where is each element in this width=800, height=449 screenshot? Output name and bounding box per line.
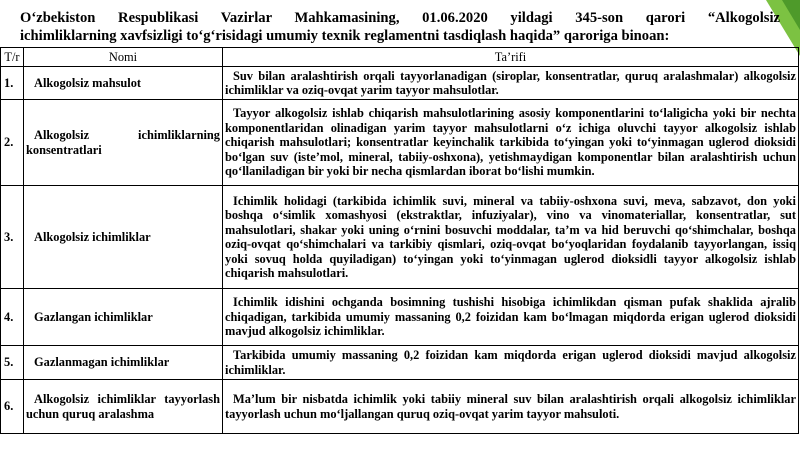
heading-line-2: ichimliklarning xavfsizligi to‘g‘risidagi umumiy texnik reglamentni tasdiqlash haqida” qaroriga binoan: xyxy=(20,28,670,44)
row-definition xyxy=(223,67,799,100)
row-number: 5. xyxy=(1,346,24,380)
row-number: 4. xyxy=(1,289,24,346)
row-number: 1. xyxy=(1,67,24,100)
row-name xyxy=(24,100,223,186)
row-name-text: Alkogolsiz ichimliklarning konsentratlari xyxy=(26,128,220,157)
row-definition-text: Suv bilan aralashtirish orqali tayyorlanadigan (siroplar, konsentratlar, quruq aralashmalar) alkogolsiz ichimliklar va oziq-ovqat yarim tayyor mahsulotlar. xyxy=(225,68,796,97)
page-heading xyxy=(20,9,780,45)
header-number: T/r xyxy=(1,48,24,67)
row-definition-text: Ma’lum bir nisbatda ichimlik yoki tabiiy mineral suv bilan aralashtirish orqali alkogolsiz ichimliklar tayyorlash uchun mo‘ljallangan quruq oziq-ovqat yarim tayyor mahsuloti. xyxy=(225,392,796,421)
table-row xyxy=(1,380,799,434)
row-name-text: Alkogolsiz ichimliklar tayyorlash uchun quruq aralashma xyxy=(26,392,220,421)
row-name: Gazlanmagan ichimliklar xyxy=(24,346,223,380)
row-definition-text: Tayyor alkogolsiz ishlab chiqarish mahsulotlarining asosiy komponentlarini to‘laligicha yoki bir nechta komponentlaridan olinadigan yarim tayyor mahsulotlarni o‘z ichiga oluvchi tayyor alkogolsiz ishlab chiqarish mahsulotlari; konsentratlar keyinchalik tarkibida to‘yingan yoki to‘yinmagan uglerod dioksidi bo‘lgan suv (iste’mol, mineral, tabiiy-oshxona), yetishmaydigan komponentlar bilan aralashtirish uchun qo‘llaniladigan bir yoki bir necha qismlardan iborat bo‘lishi mumkin. xyxy=(225,106,796,179)
row-number: 2. xyxy=(1,100,24,186)
table-row xyxy=(1,186,799,289)
row-number: 3. xyxy=(1,186,24,289)
table-row xyxy=(1,67,799,100)
row-definition xyxy=(223,380,799,434)
definitions-table xyxy=(0,47,799,434)
table-row xyxy=(1,289,799,346)
corner-decoration-dark xyxy=(782,0,800,30)
row-definition xyxy=(223,346,799,380)
row-definition xyxy=(223,100,799,186)
row-name: Alkogolsiz ichimliklar xyxy=(24,186,223,289)
row-definition-text: Ichimlik holidagi (tarkibida ichimlik suvi, mineral va tabiiy-oshxona suvi, meva, sabzavot, don yoki boshqa o‘simlik xomashyosi (ekstraktlar, infuziyalar), vino va vinomateriallar, konsentratlar, sut mahsulotlari, shakar yoki uning o‘rnini bosuvchi moddalar, ta’m va hid beruvchi qo‘shimchalar, boshqa oziq-ovqat qo‘shimchalari va tarkibiy qismlari, oziq-ovqat bo‘yoqlaridan foydalanib tayyorlangan, issiq yoki sovuq holda quyiladigan) to‘yingan yoki to‘yinmagan uglerod dioksidli tayyor alkogolsiz ishlab chiqarish mahsulotlari. xyxy=(225,193,796,280)
row-name: Alkogolsiz mahsulot xyxy=(24,67,223,100)
table-header-row xyxy=(1,48,799,67)
heading-line-1: O‘zbekiston Respublikasi Vazirlar Mahkamasining, 01.06.2020 yildagi 345-son qarori “Alkogolsiz xyxy=(20,10,780,26)
row-definition-text: Ichimlik idishini ochganda bosimning tushishi hisobiga ichimlikdan qisman pufak shaklida ajralib chiqadigan, tarkibida umumiy massaning 0,2 foizidan kam bo‘lmagan miqdorda erigan uglerod dioksidi mavjud alkogolsiz ichimliklar. xyxy=(225,295,796,339)
row-definition xyxy=(223,186,799,289)
table-row xyxy=(1,100,799,186)
table-row xyxy=(1,346,799,380)
header-name: Nomi xyxy=(24,48,223,67)
row-number: 6. xyxy=(1,380,24,434)
header-definition: Ta’rifi xyxy=(223,48,799,67)
row-definition xyxy=(223,289,799,346)
row-name xyxy=(24,380,223,434)
row-name: Gazlangan ichimliklar xyxy=(24,289,223,346)
row-definition-text: Tarkibida umumiy massaning 0,2 foizidan kam miqdorda erigan uglerod dioksidi mavjud alkogolsiz ichimliklar. xyxy=(225,348,796,377)
